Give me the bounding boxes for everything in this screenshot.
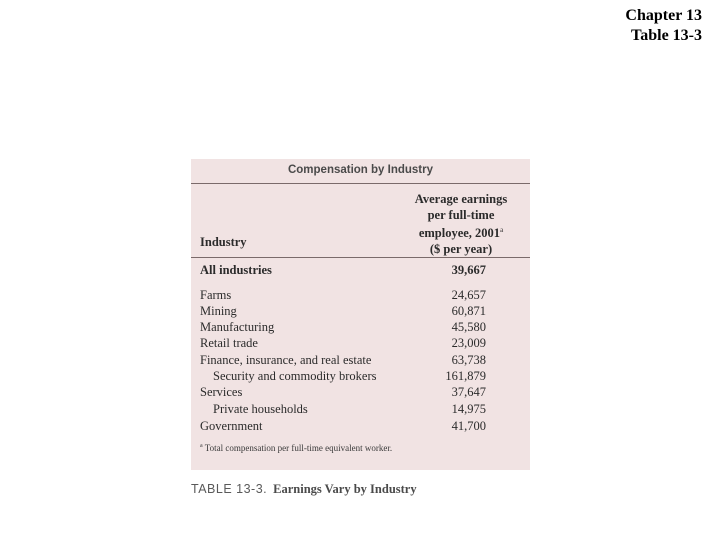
earnings-header-line: employee, 2001$^a$ xyxy=(418,226,504,241)
table-title: Compensation by Industry xyxy=(287,164,434,176)
row-farms-value: 24,657 xyxy=(451,288,486,302)
row-services-value: 37,647 xyxy=(451,385,486,399)
row-households-value: 14,975 xyxy=(451,402,486,416)
footnote-marker: a xyxy=(500,226,504,234)
row-brokers-value: 161,879 xyxy=(445,369,486,383)
earnings-header-line: per full-time xyxy=(427,207,495,222)
row-brokers-label: Security and commodity brokers xyxy=(213,369,377,383)
caption-title: Earnings Vary by Industry xyxy=(273,482,417,496)
earnings-header-line: ($ per year) xyxy=(429,241,493,256)
industry-column-header: Industry xyxy=(200,235,247,249)
table-footnote xyxy=(200,443,392,453)
table-caption xyxy=(191,482,417,497)
row-government-label: Government xyxy=(200,419,263,433)
table-reference: Table 13-3 xyxy=(631,27,702,44)
row-retail-label: Retail trade xyxy=(200,336,258,350)
row-manufacturing-label: Manufacturing xyxy=(200,320,275,334)
row-retail-value: 23,009 xyxy=(451,336,486,350)
caption-number: TABLE 13-3. xyxy=(191,482,268,496)
column-header-divider xyxy=(191,257,530,258)
row-households-label: Private households xyxy=(213,402,308,416)
chapter-label: Chapter 13 xyxy=(625,7,702,24)
row-services-label: Services xyxy=(200,385,243,399)
compensation-table xyxy=(191,159,530,470)
row-finance-value: 63,738 xyxy=(451,353,486,367)
row-all-industries-label: All industries xyxy=(200,263,272,277)
row-mining-label: Mining xyxy=(200,304,237,318)
row-farms-label: Farms xyxy=(200,288,232,302)
row-finance-label: Finance, insurance, and real estate xyxy=(200,353,372,367)
row-mining-value: 60,871 xyxy=(451,304,486,318)
earnings-header-line: Average earnings xyxy=(414,192,508,206)
footnote-marker: a xyxy=(200,443,203,449)
earnings-column-header xyxy=(397,192,525,257)
row-government-value: 41,700 xyxy=(451,419,486,433)
header-divider xyxy=(191,183,530,184)
row-all-industries-value: 39,667 xyxy=(451,263,486,277)
footnote-text: Total compensation per full-time equivalent worker. xyxy=(204,443,393,453)
slide-heading xyxy=(625,6,702,46)
row-manufacturing-value: 45,580 xyxy=(451,320,486,334)
